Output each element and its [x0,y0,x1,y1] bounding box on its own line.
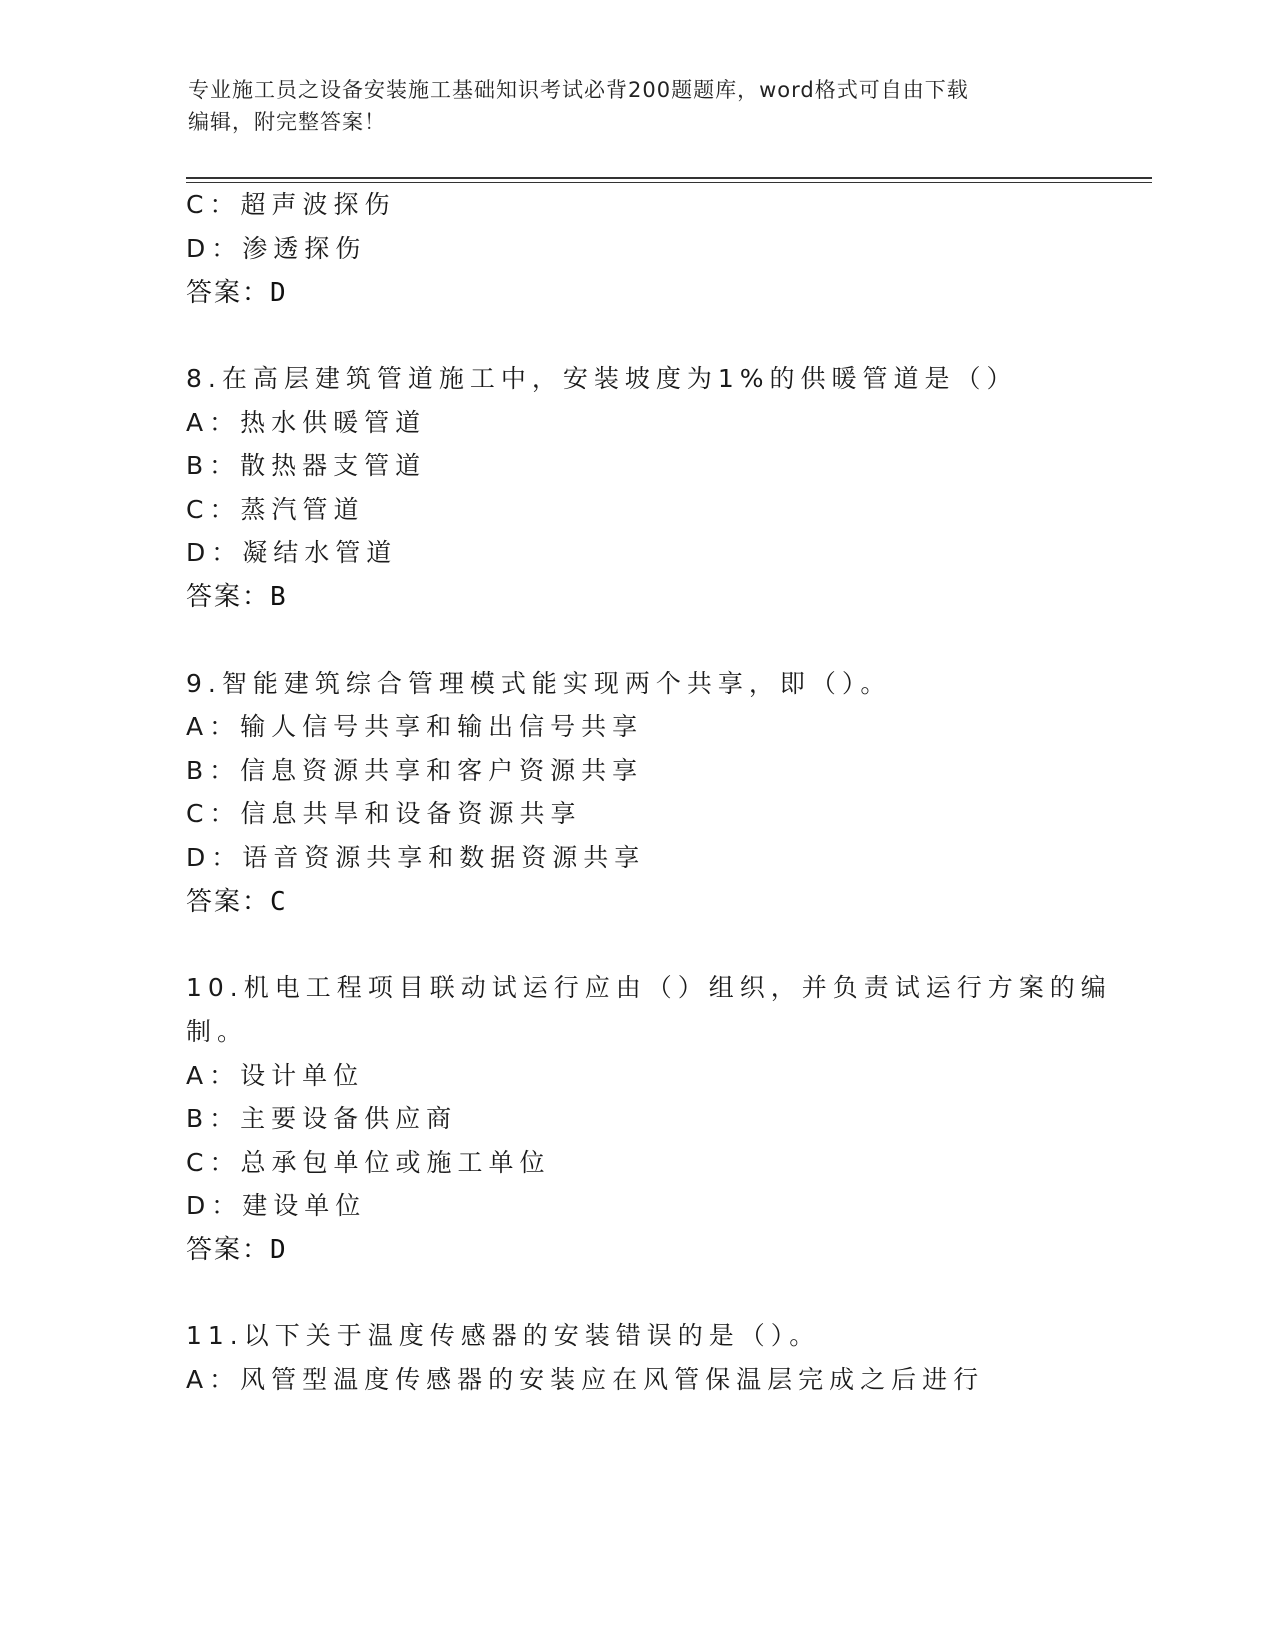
answer-label: 答案： [186,278,271,308]
question-stem: 10.机电工程项目联动试运行应由（）组织，并负责试运行方案的编 [186,973,1112,1002]
answer-label: 答案： [186,1235,271,1265]
option-b: B：信息资源共享和客户资源共享 [186,756,644,785]
document-header [188,74,1088,138]
answer-label: 答案： [186,887,271,917]
option-b: B：散热器支管道 [186,451,427,480]
option-d: D：渗透探伤 [186,234,367,263]
question-stem: 8.在高层建筑管道施工中，安装坡度为1%的供暖管道是（） [186,364,1018,393]
header-divider-thick [186,177,1152,179]
answer-line [186,885,288,919]
header-divider-thin [186,182,1152,183]
answer-value: B [270,582,288,612]
answer-line [186,1233,288,1267]
option-d: D：凝结水管道 [186,538,398,567]
option-c: C：超声波探伤 [186,190,396,219]
question-stem: 9.智能建筑综合管理模式能实现两个共享，即（）。 [186,669,892,698]
answer-value: C [270,887,288,917]
answer-label: 答案： [186,582,271,612]
option-c: C：蒸汽管道 [186,495,365,524]
answer-line [186,276,288,310]
header-line-1: 专业施工员之设备安装施工基础知识考试必背200题题库，word格式可自由下载 [188,78,969,102]
answer-value: D [270,1235,288,1265]
question-stem-continued: 制。 [186,1017,249,1046]
question-stem: 11.以下关于温度传感器的安装错误的是（）。 [186,1321,821,1350]
answer-line [186,580,288,614]
option-d: D：建设单位 [186,1191,367,1220]
answer-value: D [270,278,288,308]
option-a: A：风管型温度传感器的安装应在风管保温层完成之后进行 [186,1365,985,1394]
option-a: A：设计单位 [186,1061,365,1090]
option-d: D：语音资源共享和数据资源共享 [186,843,646,872]
option-a: A：热水供暖管道 [186,408,427,437]
option-c: C：总承包单位或施工单位 [186,1148,551,1177]
header-line-2: 编辑，附完整答案！ [188,110,386,134]
option-b: B：主要设备供应商 [186,1104,458,1133]
option-c: C：信息共旱和设备资源共享 [186,799,582,828]
option-a: A：输人信号共享和输出信号共享 [186,712,644,741]
